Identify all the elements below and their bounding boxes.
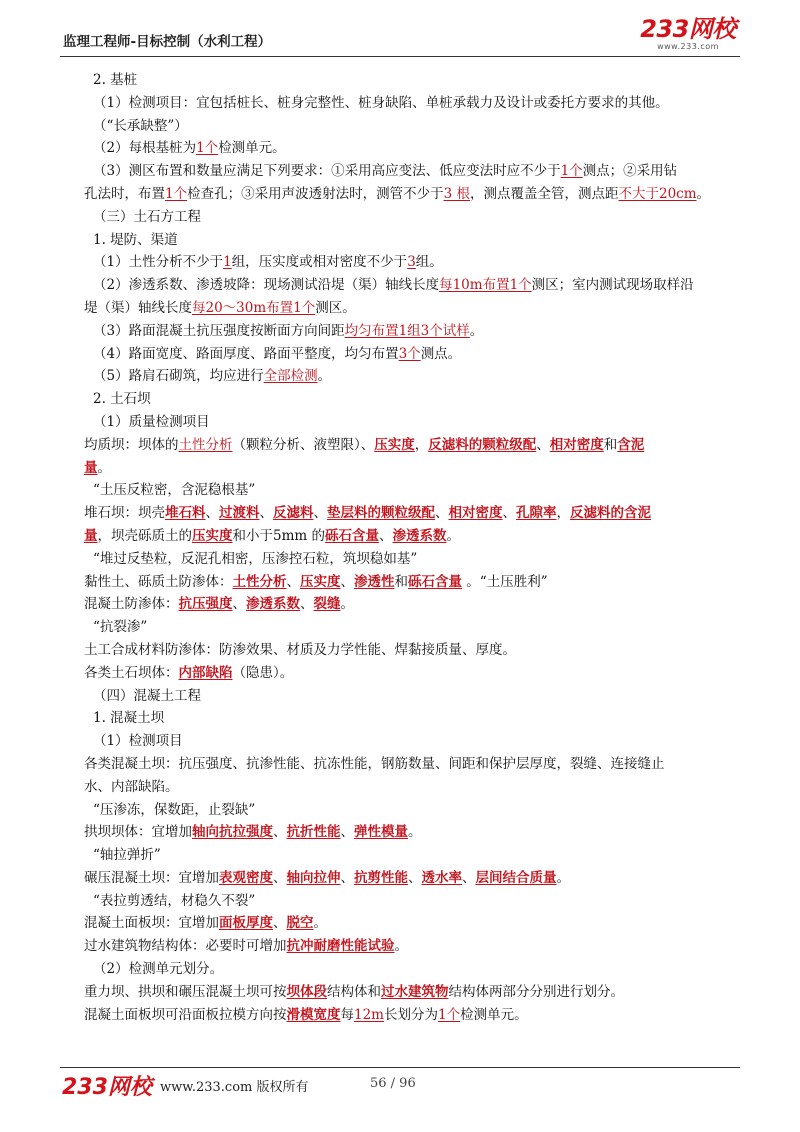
keyword: 层间结合质量 — [475, 869, 557, 886]
text-line — [84, 388, 740, 411]
text-segment: 、 — [300, 596, 314, 613]
text-segment: 。 — [446, 527, 460, 544]
text-line — [84, 548, 740, 571]
keyword: 1 — [223, 254, 232, 271]
text-segment: 水、内部缺陷。 — [84, 778, 179, 795]
keyword: 坝体段 — [286, 983, 327, 1000]
keyword: 不大于20cm — [618, 185, 697, 202]
text-segment: ，坝壳砾质土的 — [97, 527, 192, 544]
text-line — [84, 183, 740, 206]
text-line — [84, 343, 740, 366]
text-segment: 、 — [462, 869, 476, 886]
text-segment: 测点。 — [420, 345, 462, 362]
text-segment: 。 — [394, 938, 408, 955]
text-segment: 。 — [97, 459, 111, 476]
keyword: 均匀布置1组3个试样 — [344, 322, 470, 339]
text-segment: 黏性土、砾质土防渗体： — [84, 573, 233, 590]
keyword: 面板厚度 — [219, 915, 273, 932]
text-line — [84, 730, 740, 753]
text-segment: “抗裂渗” — [93, 619, 148, 636]
text-line — [84, 274, 740, 297]
text-segment: 。 — [313, 915, 327, 932]
text-line — [84, 821, 740, 844]
keyword: 内部缺陷 — [178, 664, 233, 681]
text-segment: （2）检测单元划分。 — [93, 961, 224, 978]
keyword: 1个 — [165, 185, 188, 202]
text-line — [84, 411, 740, 434]
text-segment: 各类混凝土坝：抗压强度、抗渗性能、抗冻性能，钢筋数量、间距和保护层厚度，裂缝、连接缝止 — [84, 755, 665, 772]
keyword: 3 根 — [443, 185, 470, 202]
text-segment: （颗粒分析、液塑限）、 — [232, 436, 375, 453]
keyword: 砾石含量 — [324, 527, 379, 544]
keyword: 12m — [354, 1006, 384, 1023]
keyword: 渗透性 — [354, 573, 395, 590]
text-segment: 。 — [556, 869, 570, 886]
text-segment: 过水建筑物结构体：必要时可增加 — [84, 938, 287, 955]
text-line — [84, 479, 740, 502]
text-segment: 、 — [313, 505, 327, 522]
text-segment: 。“土压胜利” — [462, 573, 548, 590]
text-segment: （5）路肩石砌筑，均应进行 — [93, 368, 264, 385]
text-segment: 、 — [435, 505, 449, 522]
keyword: 抗折性能 — [286, 824, 341, 841]
keyword: 土性分析 — [178, 436, 233, 453]
text-line — [84, 707, 740, 730]
keyword: 裂缝 — [313, 596, 341, 613]
keyword: 量 — [84, 459, 98, 476]
keyword: 压实度 — [192, 527, 233, 544]
text-segment: （3）路面混凝土抗压强度按断面方向间距 — [93, 322, 345, 339]
text-segment: ， — [556, 505, 570, 522]
text-segment: 、 — [340, 573, 354, 590]
text-line — [84, 571, 740, 594]
text-segment: （四）混凝土工程 — [93, 687, 201, 704]
text-line — [84, 799, 740, 822]
text-segment: 混凝土防渗体： — [84, 596, 179, 613]
keyword: 弹性模量 — [354, 824, 408, 841]
text-segment: 测点；②采用钻 — [582, 163, 678, 180]
text-segment: 、 — [340, 824, 354, 841]
text-line — [84, 320, 740, 343]
text-segment: 组，压实度或相对密度不少于 — [231, 254, 408, 271]
keyword: 抗压强度 — [178, 596, 233, 613]
text-segment: 堤（渠）轴线长度 — [84, 299, 192, 316]
keyword: 3个 — [398, 345, 421, 362]
text-segment: “土压反粒密，含泥稳根基” — [93, 482, 256, 499]
text-segment: 2. 土石坝 — [93, 391, 151, 408]
text-segment: “堆过反垫粒，反泥孔相密，压渗控石粒，筑坝稳如基” — [93, 550, 418, 567]
text-segment: 结构体两部分分别进行划分。 — [448, 983, 624, 1000]
text-line — [84, 137, 740, 160]
text-segment: 测区；室内测试现场取样沿 — [531, 277, 694, 294]
text-segment: （1）土性分析不少于 — [93, 254, 224, 271]
text-segment: 测区。 — [315, 299, 356, 316]
text-segment: 孔法时，布置 — [84, 185, 165, 202]
text-segment: 均质坝：坝体的 — [84, 436, 179, 453]
keyword: 过水建筑物 — [381, 983, 449, 1000]
keyword: 含泥 — [617, 436, 645, 453]
keyword: 每10m布置1个 — [439, 277, 532, 294]
text-segment: 重力坝、拱坝和碾压混凝土坝可按 — [84, 983, 287, 1000]
header-title: 监理工程师-目标控制（水利工程） — [63, 34, 272, 50]
text-line — [84, 935, 740, 958]
text-line — [84, 115, 740, 138]
text-segment: 。 — [340, 596, 354, 613]
text-segment: “轴拉弹折” — [93, 847, 161, 864]
text-line — [84, 890, 740, 913]
text-segment: 。 — [696, 185, 711, 202]
text-segment: 、 — [259, 505, 273, 522]
text-segment: 1. 堤防、渠道 — [93, 231, 178, 248]
text-line — [84, 981, 740, 1004]
text-line — [84, 297, 740, 320]
text-segment: 、 — [286, 573, 300, 590]
keyword: 过渡料 — [219, 505, 260, 522]
text-segment: 检测单元。 — [460, 1006, 528, 1023]
header-divider — [60, 56, 740, 57]
keyword: 量 — [84, 527, 98, 544]
text-segment: （4）路面宽度、路面厚度、路面平整度，均匀布置 — [93, 345, 399, 362]
text-segment: 结构体和 — [327, 983, 381, 1000]
keyword: 1个 — [560, 163, 583, 180]
keyword: 抗剪性能 — [354, 869, 408, 886]
footer-logo[interactable]: 233网校 — [62, 1075, 152, 1100]
text-segment: “表拉剪透结，材稳久不裂” — [93, 892, 256, 909]
keyword: 渗透系数 — [246, 596, 300, 613]
page-number: 56 / 96 — [370, 1076, 416, 1091]
text-segment: 堆石坝：坝壳 — [84, 505, 165, 522]
keyword: 轴向拉伸 — [286, 869, 341, 886]
text-segment: 长划分为 — [383, 1006, 438, 1023]
text-segment: 组。 — [415, 254, 443, 271]
text-segment: 每 — [340, 1006, 354, 1023]
text-segment: 。 — [469, 322, 484, 339]
text-segment: 、 — [502, 505, 516, 522]
keyword: 每20～30m布置1个 — [192, 299, 316, 316]
text-line — [84, 867, 740, 890]
keyword: 透水率 — [421, 869, 462, 886]
keyword: 相对密度 — [549, 436, 604, 453]
text-segment: 2. 基桩 — [93, 72, 138, 88]
text-segment: （“长承缺整”） — [93, 117, 188, 134]
keyword: 压实度 — [300, 573, 341, 590]
text-segment: 、 — [378, 527, 393, 544]
text-segment: 土工合成材料防渗体：防渗效果、材质及力学性能、焊黏接质量、厚度。 — [84, 641, 516, 658]
text-line — [84, 616, 740, 639]
text-segment: （1）检测项目 — [93, 733, 183, 750]
text-segment: （2）渗透系数、渗透坡降：现场测试沿堤（渠）轴线长度 — [93, 277, 440, 294]
keyword: 轴向抗拉强度 — [192, 824, 273, 841]
logo-url: www.233.com — [657, 42, 719, 51]
text-segment: 、 — [273, 824, 287, 841]
text-segment: ，测点覆盖全管，测点距 — [469, 185, 619, 202]
text-line — [84, 844, 740, 867]
keyword: 孔隙率 — [516, 505, 557, 522]
text-line — [84, 69, 740, 92]
keyword: 堆石料 — [165, 505, 206, 522]
keyword: 压实度 — [374, 436, 415, 453]
text-line — [84, 753, 740, 776]
text-segment: 、 — [536, 436, 550, 453]
keyword: 反滤料的含泥 — [570, 505, 651, 522]
text-segment: 、 — [408, 869, 422, 886]
text-segment: ， — [414, 436, 429, 453]
text-segment: 、 — [232, 596, 246, 613]
text-segment: （1）检测项目：宜包括桩长、桩身完整性、桩身缺陷、单桩承载力及设计或委托方要求的其他。 — [93, 94, 669, 111]
keyword: 表观密度 — [219, 869, 273, 886]
keyword: 脱空 — [286, 915, 314, 932]
keyword: 滑模宽度 — [286, 1006, 341, 1023]
text-line — [84, 525, 740, 548]
text-line — [84, 958, 740, 981]
keyword: 抗冲耐磨性能试验 — [286, 938, 395, 955]
text-segment: 和小于5mm 的 — [232, 527, 325, 544]
keyword: 全部检测 — [263, 368, 318, 385]
text-segment: 混凝土面板坝可沿面板拉模方向按 — [84, 1006, 287, 1023]
text-segment: 检测单元。 — [218, 140, 286, 157]
text-segment: 。 — [408, 824, 422, 841]
text-line — [84, 912, 740, 935]
text-segment: 、 — [273, 915, 287, 932]
keyword: 相对密度 — [448, 505, 503, 522]
keyword: 渗透系数 — [392, 527, 447, 544]
text-line — [84, 229, 740, 252]
text-segment: （隐患）。 — [232, 664, 294, 681]
text-line — [84, 776, 740, 799]
text-segment: 混凝土面板坝：宜增加 — [84, 915, 219, 932]
text-line — [84, 639, 740, 662]
text-segment: 。 — [317, 368, 332, 385]
text-line — [84, 206, 740, 229]
keyword: 1个 — [437, 1006, 461, 1023]
text-line — [84, 457, 740, 480]
text-line — [84, 685, 740, 708]
keyword: 3 — [407, 254, 416, 271]
text-line — [84, 434, 740, 457]
text-line — [84, 502, 740, 525]
text-segment: 、 — [340, 869, 354, 886]
header-logo[interactable] — [638, 16, 738, 54]
text-segment: 和 — [603, 436, 618, 453]
text-segment: （1）质量检测项目 — [93, 413, 210, 430]
text-line — [84, 160, 740, 183]
text-segment: 检查孔；③采用声波透射法时，测管不少于 — [187, 185, 444, 202]
text-segment: （3）测区布置和数量应满足下列要求：①采用高应变法、低应变法时应不少于 — [93, 163, 561, 180]
document-body — [84, 69, 740, 1026]
keyword: 反滤料 — [273, 505, 314, 522]
text-line — [84, 251, 740, 274]
text-segment: 、 — [205, 505, 219, 522]
text-line — [84, 92, 740, 115]
keyword: 反滤料的颗粒级配 — [428, 436, 537, 453]
footer-divider — [60, 1067, 740, 1068]
keyword: 垫层料的颗粒级配 — [327, 505, 435, 522]
footer-copyright: www.233.com 版权所有 — [160, 1080, 309, 1095]
text-segment: 1. 混凝土坝 — [93, 710, 165, 727]
text-segment: “压渗冻，保数距，止裂缺” — [93, 801, 256, 818]
text-line — [84, 1004, 740, 1027]
text-line — [84, 662, 740, 685]
text-line — [84, 365, 740, 388]
text-segment: 拱坝坝体：宜增加 — [84, 824, 192, 841]
keyword: 1个 — [196, 140, 219, 157]
text-segment: 和 — [394, 573, 408, 590]
keyword: 砾石含量 — [408, 573, 462, 590]
keyword: 土性分析 — [232, 573, 287, 590]
text-segment: （2）每根基桩为 — [93, 140, 197, 157]
text-segment: 碾压混凝土坝：宜增加 — [84, 869, 219, 886]
text-line — [84, 593, 740, 616]
text-segment: （三）土石方工程 — [93, 208, 201, 225]
text-segment: 、 — [273, 869, 287, 886]
text-segment: 各类土石坝体： — [84, 664, 179, 681]
logo-text: 233网校 — [640, 15, 736, 43]
